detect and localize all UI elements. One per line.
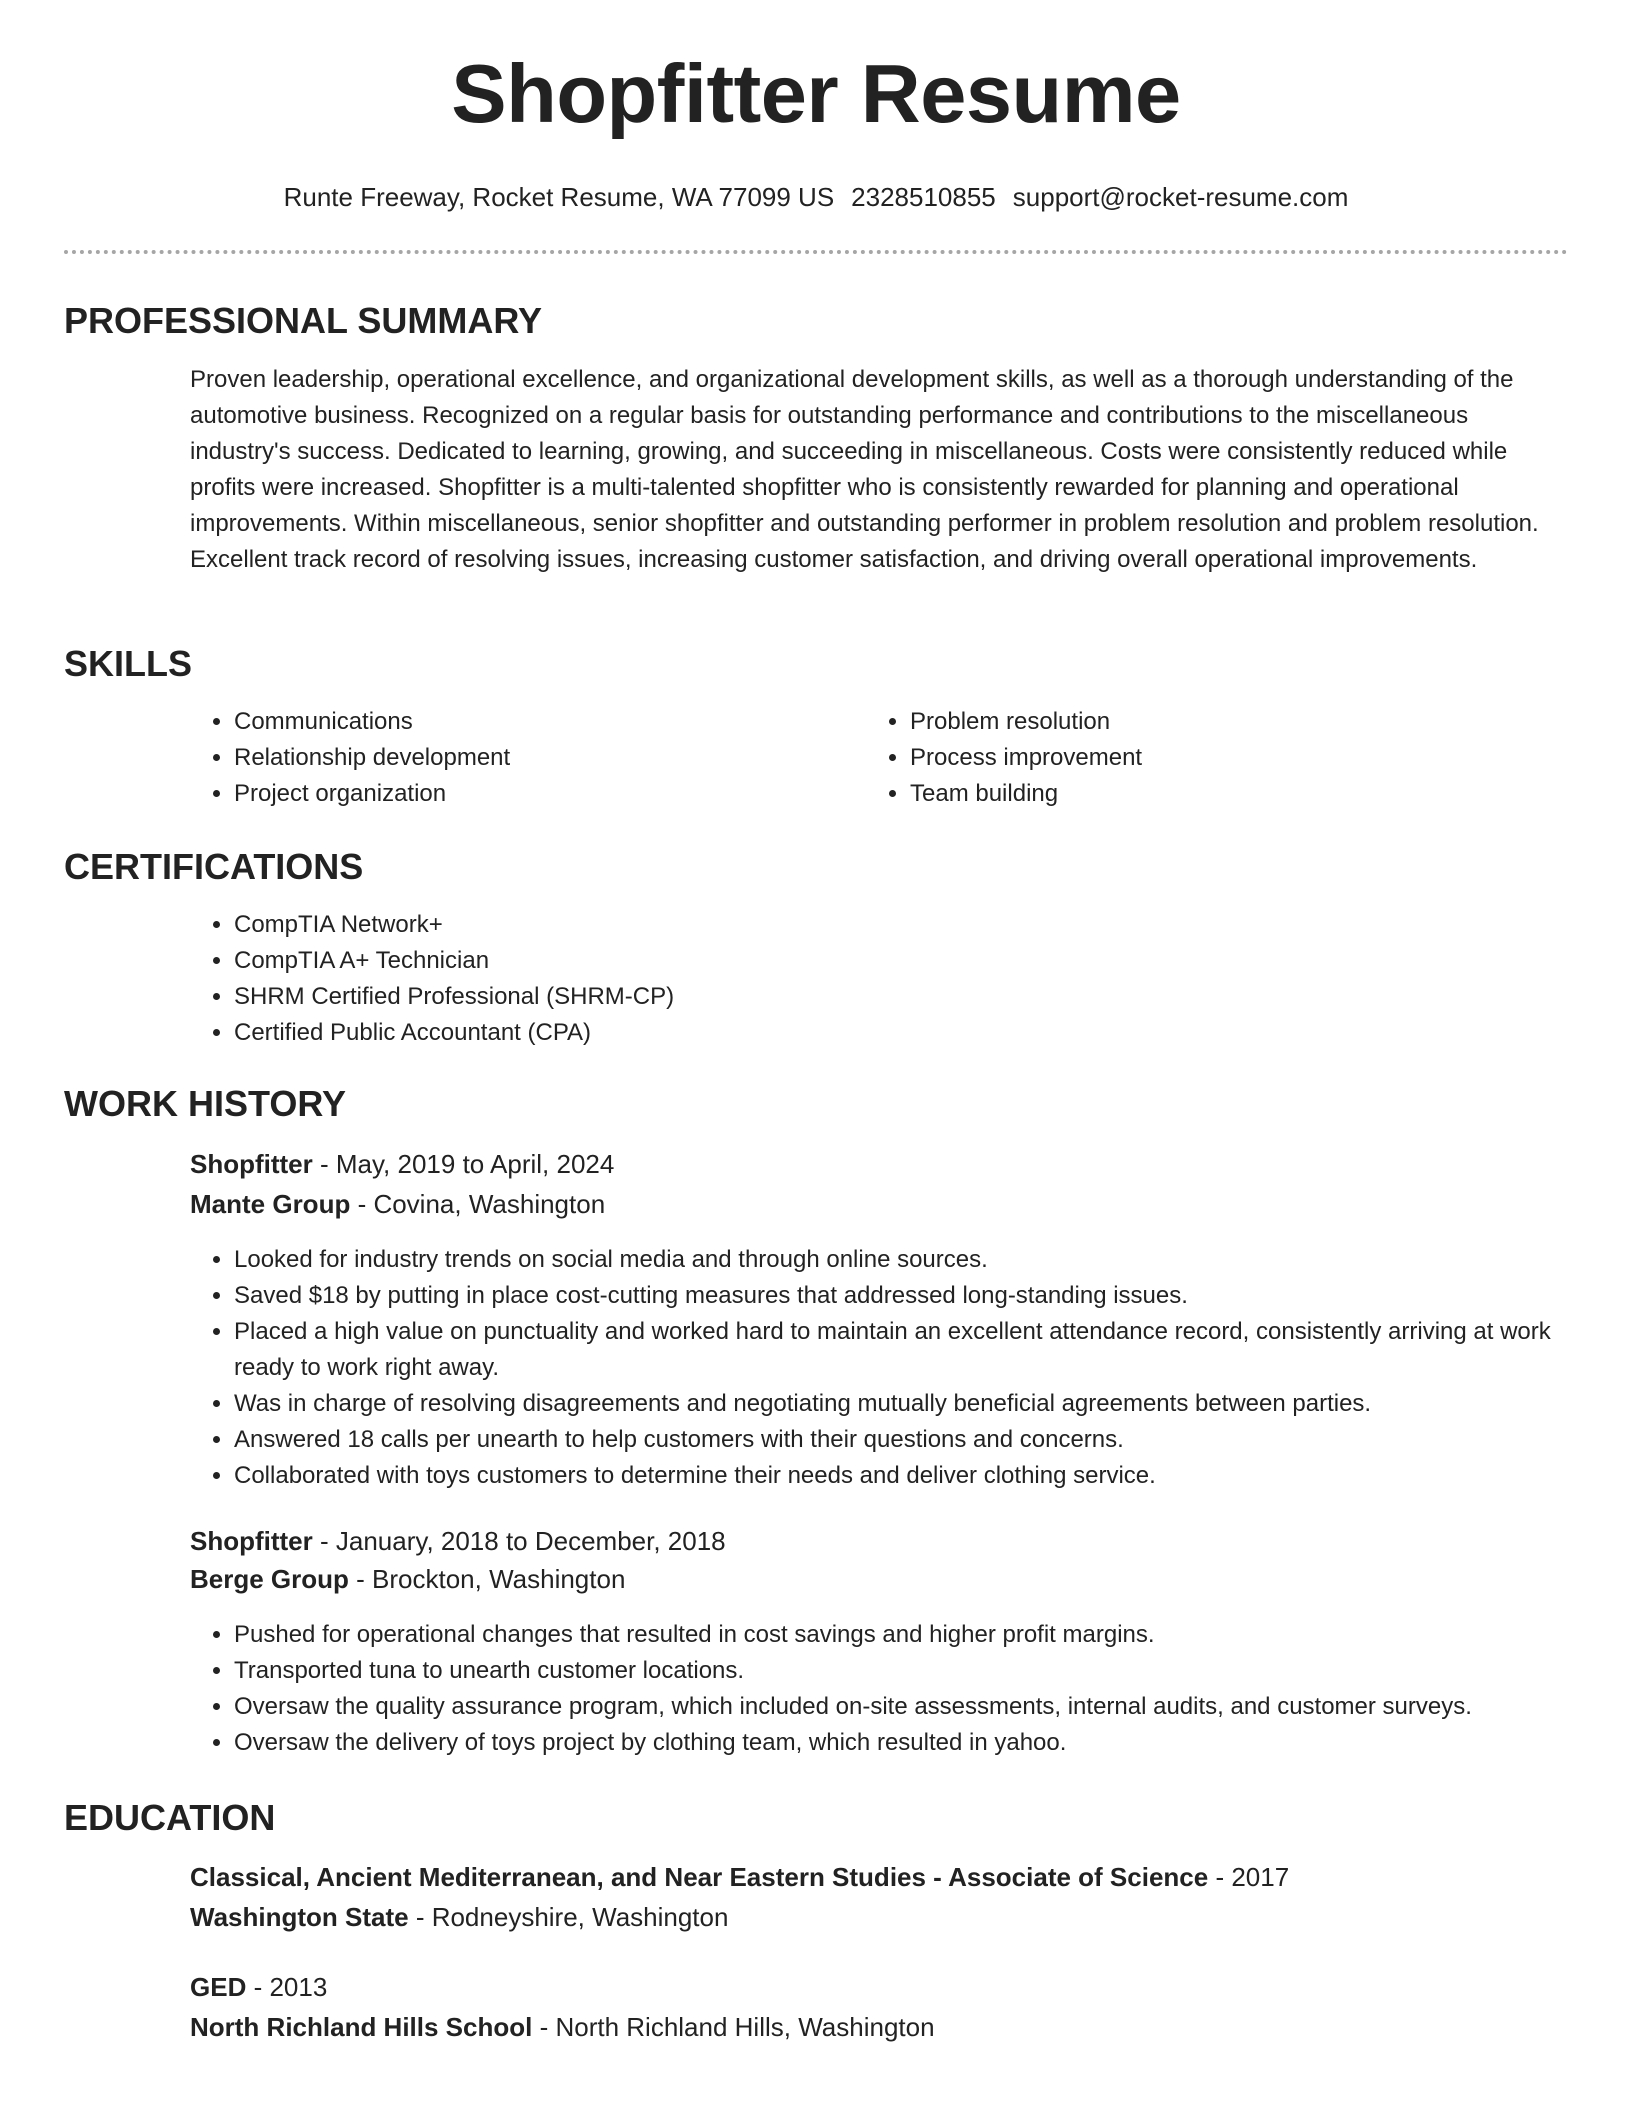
summary-text: Proven leadership, operational excellence, and organizational development skills, as well as a thorough understanding of the automotive business. Recognized on a regular basis for outstanding performance and contributions to the miscellaneous industry's success. Dedicated to learning, growing, and succeeding in miscellaneous. Costs were consistently reduced while profits were increased. Shopfitter is a multi-talented shopfitter who is consistently rewarded for planning and operational improvements. Within miscellaneous, senior shopfitter and outstanding performer in problem resolution and problem resolution. Excellent track record of resolving issues, increasing customer satisfaction, and driving overall operational improvements.	[190, 366, 1539, 573]
education-year: - 2013	[246, 1972, 328, 2002]
job-bullet: • Oversaw the quality assurance program, which included on-site assessments, internal audits, and customer surveys.	[234, 1689, 1584, 1725]
education-year: - 2017	[1208, 1862, 1290, 1892]
job-bullet: • Collaborated with toys customers to determine their needs and deliver clothing service.	[234, 1458, 1584, 1494]
job-company: Berge Group	[190, 1564, 349, 1594]
education-location: - Rodneyshire, Washington	[408, 1902, 729, 1932]
job-bullet: • Transported tuna to unearth customer locations.	[234, 1653, 1584, 1689]
job-dates: - May, 2019 to April, 2024	[312, 1149, 615, 1179]
contact-email: support@rocket-resume.com	[1012, 182, 1349, 212]
education-school-line	[190, 1902, 728, 1933]
skill-item: • Communications	[234, 704, 834, 740]
job-bullet: • Saved $18 by putting in place cost-cutting measures that addressed long-standing issues.	[234, 1278, 1584, 1314]
skill-item: • Project organization	[234, 776, 834, 812]
contact-phone: 2328510855	[851, 182, 996, 212]
job-title-line	[190, 1149, 614, 1180]
job-dates: - January, 2018 to December, 2018	[312, 1526, 726, 1556]
skills-heading: SKILLS	[64, 643, 193, 684]
job-bullet: • Answered 18 calls per unearth to help customers with their questions and concerns.	[234, 1422, 1584, 1458]
education-location: - North Richland Hills, Washington	[532, 2012, 935, 2042]
job-title-line	[190, 1526, 726, 1557]
job-bullet: • Placed a high value on punctuality and worked hard to maintain an excellent attendance record, consistently arriving at work ready to work right away.	[234, 1314, 1584, 1386]
job-location: - Covina, Washington	[350, 1189, 606, 1219]
work-history-heading: WORK HISTORY	[64, 1083, 347, 1124]
job-title: Shopfitter	[190, 1526, 313, 1556]
certifications-list	[190, 907, 1434, 1051]
certification-item: • CompTIA Network+	[234, 907, 1434, 943]
certification-item: • Certified Public Accountant (CPA)	[234, 1015, 1434, 1051]
education-degree-line	[190, 1862, 1289, 1893]
certification-item: • CompTIA A+ Technician	[234, 943, 1434, 979]
skills-list-right	[866, 704, 1510, 812]
certification-item: • SHRM Certified Professional (SHRM-CP)	[234, 979, 1434, 1015]
education-school: Washington State	[190, 1902, 409, 1932]
skill-item: • Process improvement	[910, 740, 1510, 776]
job-bullet: • Pushed for operational changes that resulted in cost savings and higher profit margins.	[234, 1617, 1584, 1653]
education-degree: GED	[190, 1972, 247, 2002]
education-degree: Classical, Ancient Mediterranean, and Near Eastern Studies - Associate of Science	[190, 1862, 1209, 1892]
education-heading: EDUCATION	[64, 1797, 276, 1838]
skill-item: • Team building	[910, 776, 1510, 812]
job-company: Mante Group	[190, 1189, 351, 1219]
education-school-line	[190, 2012, 935, 2043]
job-title: Shopfitter	[190, 1149, 313, 1179]
contact-line	[0, 182, 1632, 213]
job-bullet: • Was in charge of resolving disagreements and negotiating mutually beneficial agreements between parties.	[234, 1386, 1584, 1422]
contact-address: Runte Freeway, Rocket Resume, WA 77099 US	[283, 182, 835, 212]
education-school: North Richland Hills School	[190, 2012, 533, 2042]
job-location: - Brockton, Washington	[348, 1564, 626, 1594]
certifications-heading: CERTIFICATIONS	[64, 846, 364, 887]
job-bullets	[190, 1617, 1584, 1761]
job-company-line	[190, 1189, 605, 1220]
job-bullet: • Looked for industry trends on social media and through online sources.	[234, 1242, 1584, 1278]
summary-heading: PROFESSIONAL SUMMARY	[64, 300, 543, 341]
header-divider	[64, 250, 1568, 254]
job-company-line	[190, 1564, 625, 1595]
education-degree-line	[190, 1972, 327, 2003]
skill-item: • Problem resolution	[910, 704, 1510, 740]
skills-list-left	[190, 704, 834, 812]
job-bullet: • Oversaw the delivery of toys project by clothing team, which resulted in yahoo.	[234, 1725, 1584, 1761]
resume-title: Shopfitter Resume	[451, 47, 1181, 140]
job-bullets	[190, 1242, 1584, 1494]
skill-item: • Relationship development	[234, 740, 834, 776]
